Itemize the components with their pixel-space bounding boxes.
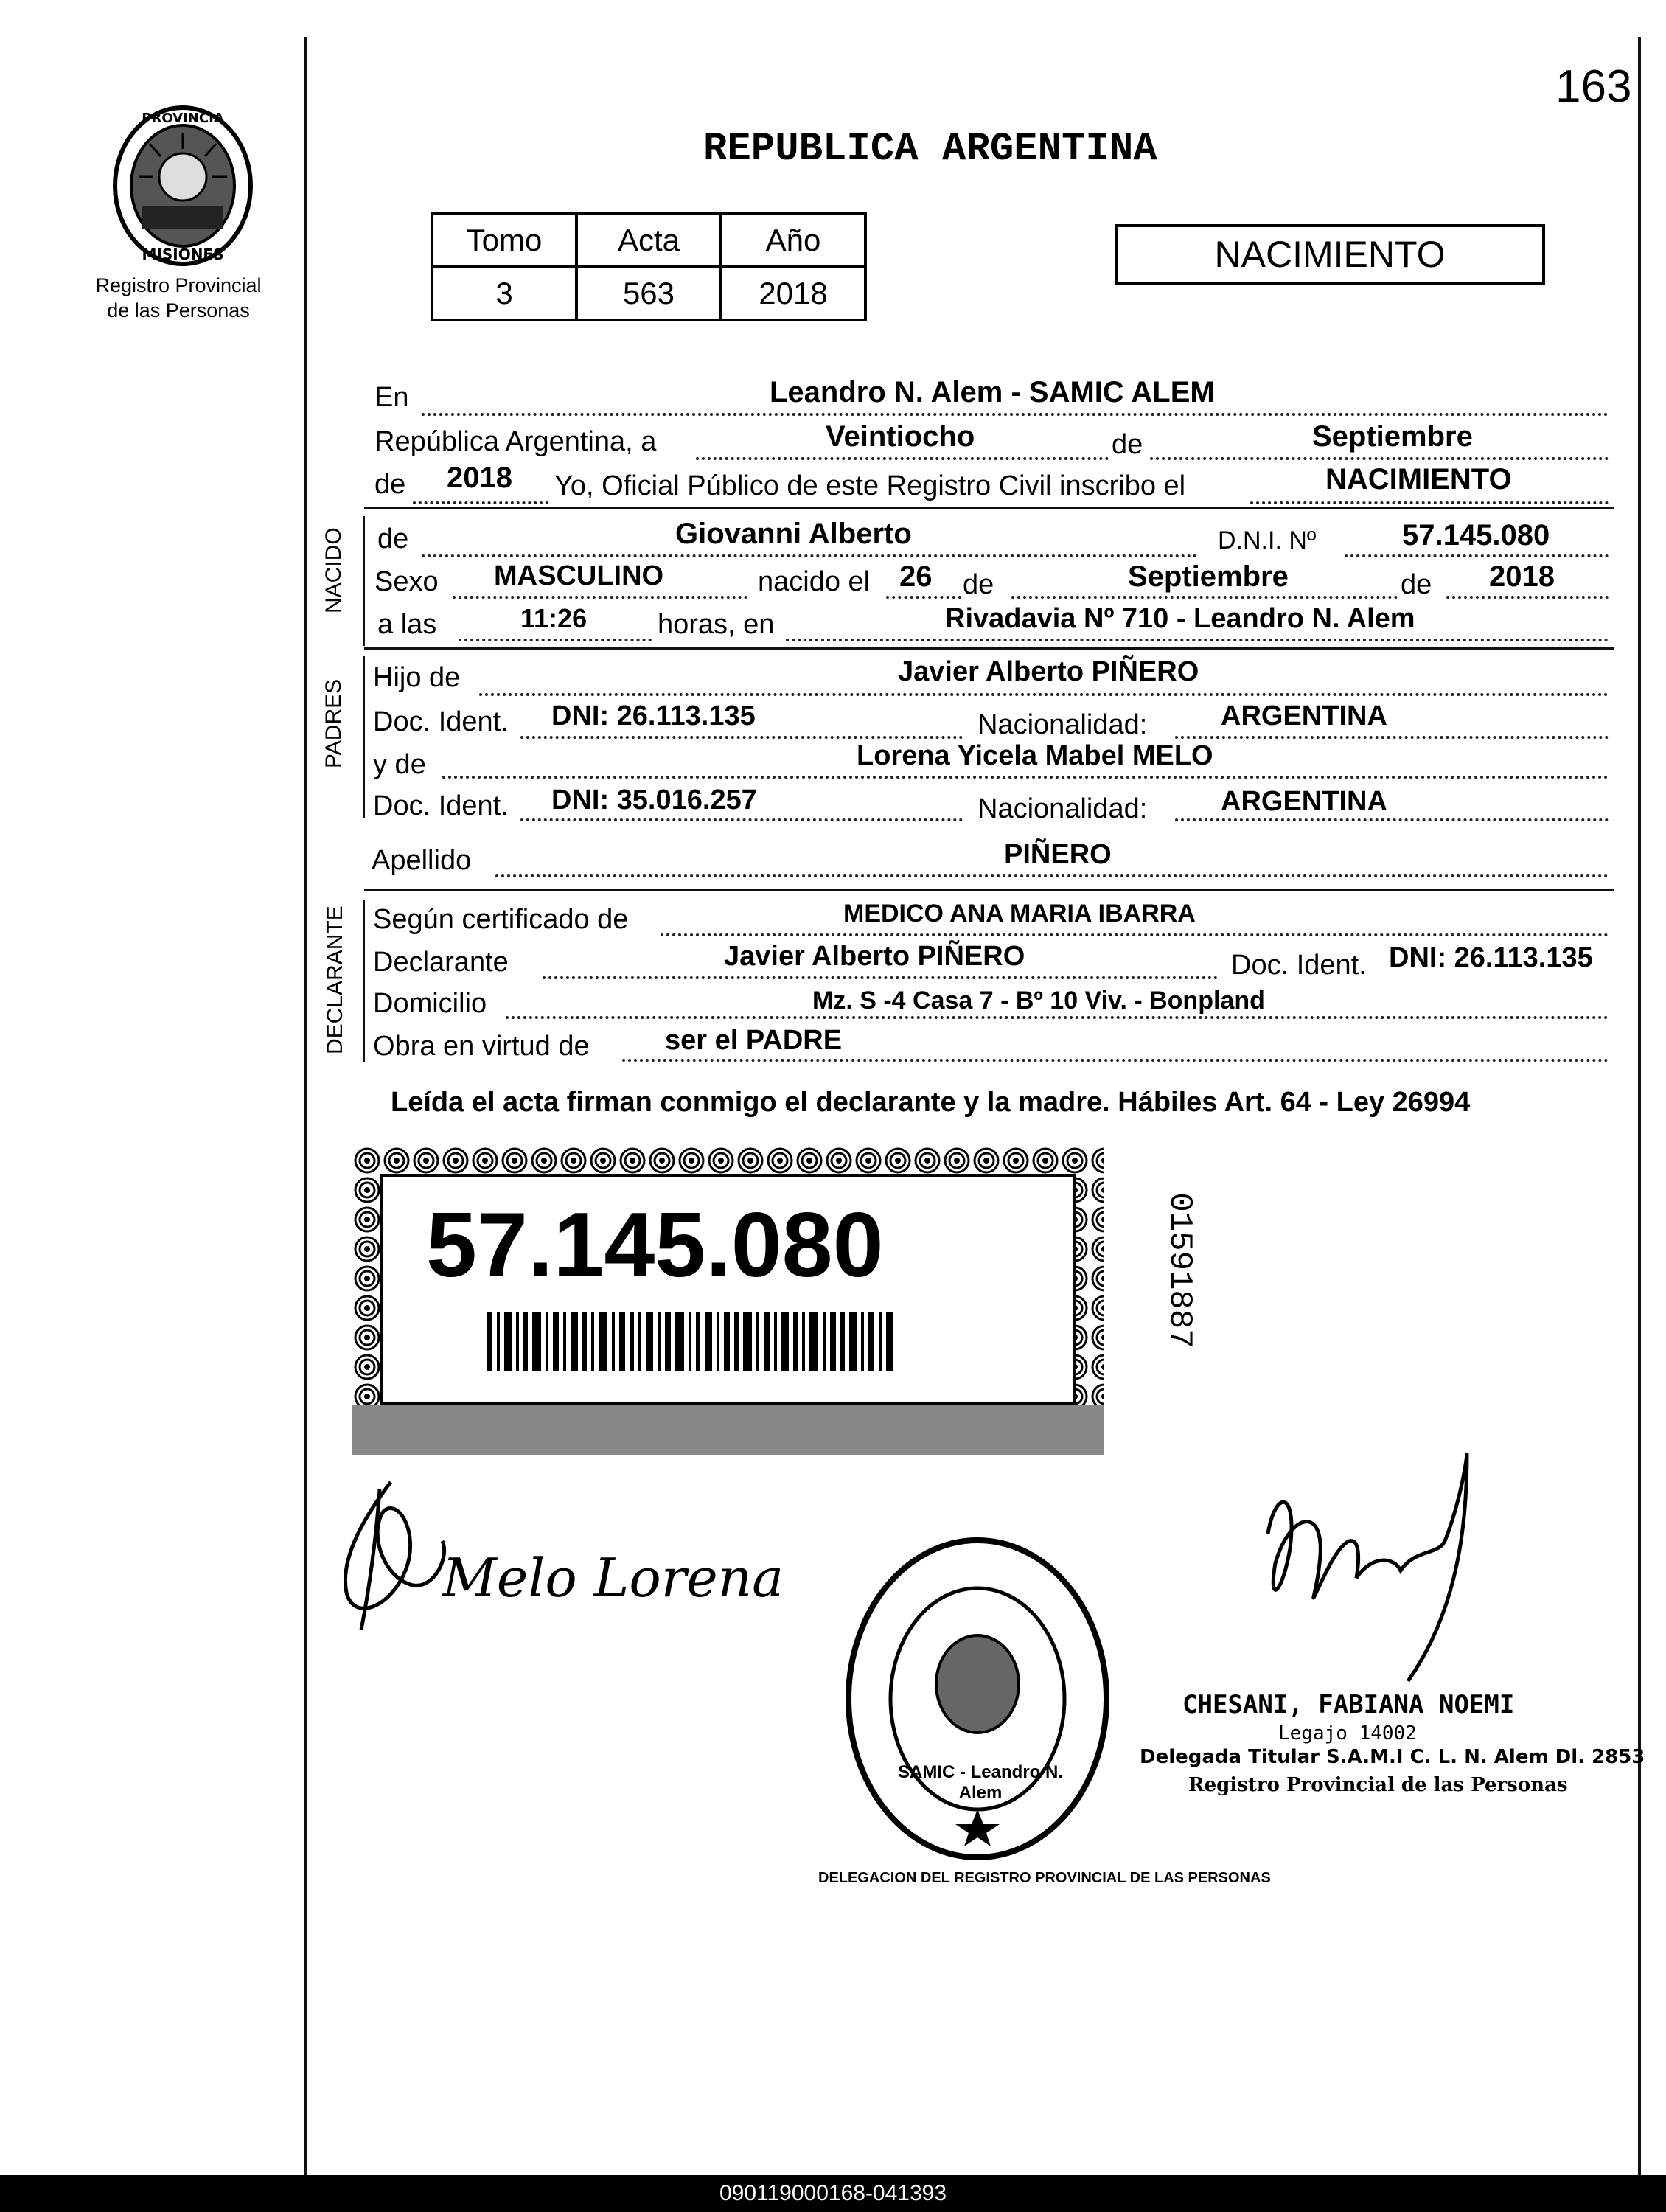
father-doc-label: Doc. Ident. [373, 706, 509, 737]
province-shield-icon [109, 103, 257, 269]
mother-nac-label: Nacionalidad: [977, 793, 1148, 824]
nacido-month-dots [1011, 596, 1398, 599]
delegation-seal [837, 1522, 1118, 1868]
nacido-day-dots [886, 596, 961, 599]
sticker-barcode [487, 1312, 899, 1371]
bracket-padres [363, 656, 365, 818]
table-header-anio: Año [721, 214, 865, 267]
nacido-year-dots [1446, 596, 1609, 599]
nacido-name-dots [422, 554, 1197, 557]
month-value: Septiembre [1312, 420, 1473, 453]
nacido-day-value: 26 [899, 560, 933, 593]
declarante-dots [543, 976, 1218, 979]
record-type-box: NACIMIENTO [1115, 224, 1545, 285]
divider-1 [364, 507, 1614, 509]
divider-2 [364, 647, 1614, 650]
dni-label: D.N.I. Nº [1218, 526, 1317, 554]
a-las-label: a las [377, 609, 437, 640]
country-title: REPUBLICA ARGENTINA [703, 127, 1157, 172]
official-legajo: Legajo 14002 [1278, 1722, 1417, 1745]
section-label-nacido: NACIDO [321, 527, 346, 613]
official-registry: Registro Provincial de las Personas [1188, 1774, 1568, 1796]
month-dots [1150, 457, 1609, 460]
segun-label: Según certificado de [373, 904, 629, 935]
en-label: En [374, 382, 409, 413]
svg-text:PROVINCIA: PROVINCIA [142, 111, 224, 126]
segun-value: MEDICO ANA MARIA IBARRA [843, 900, 1196, 928]
father-doc-value: DNI: 26.113.135 [551, 700, 756, 731]
official-seal-icon [837, 1522, 1118, 1868]
de-label: de [1112, 429, 1143, 460]
declarante-doc-value: DNI: 26.113.135 [1389, 942, 1593, 973]
day-value: Veintiocho [826, 420, 975, 453]
table-value-tomo: 3 [432, 267, 576, 320]
registry-logo [109, 103, 257, 269]
y-de-label: y de [373, 749, 426, 780]
father-nac-dots [1175, 736, 1609, 739]
nacido-year-value: 2018 [1489, 560, 1555, 593]
en-dots [422, 413, 1609, 416]
sticker-number: 57.145.080 [426, 1194, 884, 1296]
official-signature [1246, 1445, 1541, 1688]
year-value: 2018 [447, 462, 512, 494]
bracket-declarante [363, 900, 365, 1062]
sexo-value: MASCULINO [494, 560, 664, 591]
apellido-label: Apellido [372, 845, 472, 876]
record-table [431, 212, 867, 321]
barcode-icon [487, 1312, 899, 1371]
obra-label: Obra en virtud de [373, 1031, 590, 1062]
father-nac-value: ARGENTINA [1221, 700, 1387, 731]
hijo-label: Hijo de [373, 662, 461, 693]
table-value-anio: 2018 [721, 267, 865, 320]
time-dots [459, 639, 652, 641]
horas-label: horas, en [658, 609, 775, 640]
domicilio-dots [506, 1016, 1609, 1019]
mother-doc-label: Doc. Ident. [373, 790, 509, 821]
de2-label: de [374, 469, 406, 500]
mother-doc-value: DNI: 35.016.257 [551, 785, 757, 815]
seal-outer-text: DELEGACION DEL REGISTRO PROVINCIAL DE LAS PERSONAS [818, 1870, 1271, 1886]
right-margin-line [1638, 37, 1641, 2175]
handwritten-signature-icon [1246, 1445, 1541, 1688]
father-doc-dots [520, 736, 963, 739]
nacido-de3-label: de [1401, 569, 1432, 600]
dni-dots [1345, 554, 1609, 557]
place-dots [786, 639, 1609, 641]
left-margin-line [304, 37, 307, 2175]
mother-nac-dots [1175, 818, 1609, 821]
page-number: 163 [1555, 61, 1632, 112]
apellido-value: PIÑERO [1004, 839, 1112, 870]
official-title: Delegada Titular S.A.M.I C. L. N. Alem Dl. 2853 [1140, 1746, 1645, 1768]
registry-name-line1: Registro Provincial [95, 274, 262, 296]
sexo-dots [453, 596, 747, 599]
sexo-label: Sexo [374, 566, 439, 597]
registry-name-line2: de las Personas [107, 299, 250, 321]
svg-text:MISIONES: MISIONES [142, 246, 224, 263]
republica-dots [696, 457, 1109, 460]
inscribo-value: NACIMIENTO [1325, 463, 1512, 495]
table-value-acta: 563 [576, 267, 721, 320]
segun-dots [661, 933, 1609, 936]
bracket-nacido [363, 516, 365, 646]
declarante-value: Javier Alberto PIÑERO [724, 941, 1025, 972]
domicilio-value: Mz. S -4 Casa 7 - Bº 10 Viv. - Bonpland [812, 987, 1265, 1015]
mother-value: Lorena Yicela Mabel MELO [857, 740, 1213, 771]
nacido-name-value: Giovanni Alberto [675, 518, 912, 550]
mother-dots [442, 776, 1609, 779]
republica-label: República Argentina, a [374, 426, 657, 457]
section-label-declarante: DECLARANTE [323, 905, 347, 1054]
table-header-tomo: Tomo [432, 214, 576, 267]
place-value: Rivadavia Nº 710 - Leandro N. Alem [945, 603, 1415, 634]
en-value: Leandro N. Alem - SAMIC ALEM [770, 376, 1215, 408]
dni-value: 57.145.080 [1402, 519, 1550, 552]
inscribo-dots [1250, 501, 1609, 504]
declarante-doc-label: Doc. Ident. [1231, 950, 1367, 981]
side-control-code: 01591887 [1161, 1192, 1198, 1349]
apellido-dots [495, 874, 1609, 877]
nacido-el-label: nacido el [758, 566, 871, 597]
mother-signature-text: Melo Lorena [442, 1547, 784, 1609]
father-nac-label: Nacionalidad: [977, 709, 1148, 740]
closing-text: Leída el acta firman conmigo el declarante y la madre. Hábiles Art. 64 - Ley 26994 [391, 1087, 1471, 1118]
declarante-label: Declarante [373, 947, 509, 978]
table-header-acta: Acta [576, 214, 721, 267]
footer-code: 090119000168-041393 [0, 2175, 1666, 2212]
obra-value: ser el PADRE [665, 1025, 843, 1056]
divider-3 [364, 889, 1614, 891]
year-dots [413, 501, 548, 504]
mother-doc-dots [520, 818, 963, 821]
father-value: Javier Alberto PIÑERO [898, 656, 1199, 687]
official-name: CHESANI, FABIANA NOEMI [1182, 1690, 1515, 1719]
seal-inner-text: SAMIC - Leandro N. Alem [897, 1762, 1063, 1803]
sticker-frame-icon [352, 1146, 1104, 1455]
section-label-padres: PADRES [321, 678, 346, 768]
time-value: 11:26 [520, 603, 588, 633]
nacido-de-label: de [377, 524, 409, 554]
domicilio-label: Domicilio [373, 988, 487, 1019]
yo-text: Yo, Oficial Público de este Registro Civil inscribo el [554, 470, 1186, 501]
nacido-month-value: Septiembre [1128, 560, 1289, 593]
father-dots [479, 693, 1609, 696]
nacido-de2-label: de [963, 569, 994, 600]
obra-dots [622, 1059, 1609, 1062]
id-sticker [352, 1146, 1104, 1455]
mother-nac-value: ARGENTINA [1221, 786, 1387, 817]
